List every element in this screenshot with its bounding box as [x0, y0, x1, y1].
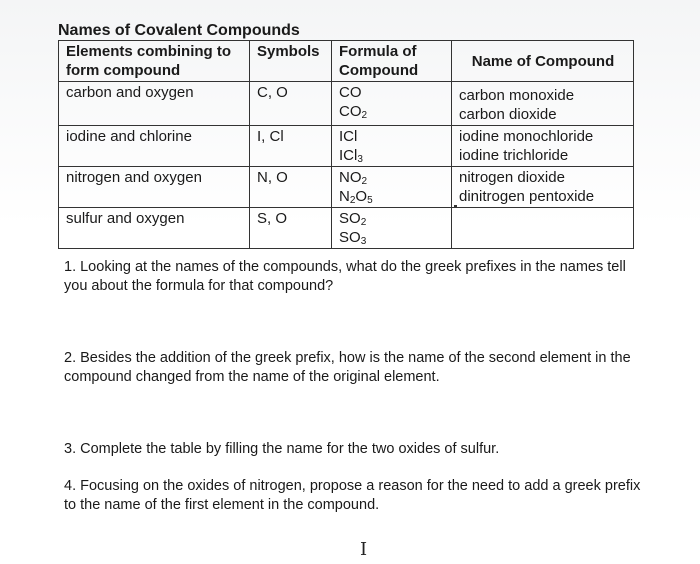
cell-formulas — [332, 167, 452, 208]
cell-names-blank[interactable] — [452, 208, 634, 249]
formula-line: ICl$_3$ — [339, 147, 363, 165]
stray-mark — [454, 205, 457, 208]
header-formula-line2: Compound — [339, 62, 419, 79]
covalent-compounds-table — [58, 40, 634, 249]
cell-names[interactable] — [452, 82, 634, 126]
formula-line: $NO_2$ — [339, 169, 368, 187]
header-elements — [59, 41, 250, 82]
header-formula-line1: Formula of — [339, 43, 417, 60]
table-row — [59, 167, 634, 208]
cell-formulas — [332, 82, 452, 126]
compound-name: iodine trichloride — [459, 147, 569, 164]
cell-elements: nitrogen and oxygen — [59, 167, 250, 208]
cell-symbols: S, O — [250, 208, 332, 249]
table-row — [59, 208, 634, 249]
cell-formulas — [332, 208, 452, 249]
compound-name: carbon dioxide — [459, 106, 557, 123]
header-name: Name of Compound — [452, 41, 634, 82]
question-2: 2. Besides the addition of the greek prefix, how is the name of the second element in the compound changed from the name of the original element. — [64, 350, 631, 385]
header-elements-line1: Elements combining to — [66, 43, 232, 60]
question-3: 3. Complete the table by filling the name for the two oxides of sulfur. — [64, 441, 500, 457]
cell-names[interactable] — [452, 167, 634, 208]
cell-symbols: N, O — [250, 167, 332, 208]
cell-symbols: I, Cl — [250, 126, 332, 167]
header-symbols: Symbols — [250, 41, 332, 82]
cell-symbols: C, O — [250, 82, 332, 126]
formula-line: $SO_3$ — [339, 229, 367, 247]
question-1: 1. Looking at the names of the compounds, what do the greek prefixes in the names tell you about the formula for that compound? — [64, 259, 626, 294]
compound-name: iodine monochloride — [459, 128, 594, 145]
compound-name: dinitrogen pentoxide — [459, 188, 595, 205]
cell-elements: carbon and oxygen — [59, 82, 250, 126]
cell-elements: sulfur and oxygen — [59, 208, 250, 249]
formula-line: $N_2O_5$ — [339, 188, 373, 206]
formula-line: $SO_2$ — [339, 210, 367, 228]
formula-line: CO — [339, 84, 362, 101]
compound-name: carbon monoxide — [459, 87, 575, 104]
header-elements-line2: form compound — [66, 62, 181, 79]
text-cursor-icon: I — [360, 539, 368, 560]
formula-line: $CO_2$ — [339, 103, 368, 121]
table-row — [59, 82, 634, 126]
question-4: 4. Focusing on the oxides of nitrogen, propose a reason for the need to add a greek prefix to the name of the first element in the compound. — [64, 478, 641, 513]
header-formula — [332, 41, 452, 82]
worksheet-title: Names of Covalent Compounds — [58, 22, 300, 39]
compound-name: nitrogen dioxide — [459, 169, 565, 186]
table-row — [59, 126, 634, 167]
cell-formulas — [332, 126, 452, 167]
cell-names[interactable] — [452, 126, 634, 167]
cell-elements: iodine and chlorine — [59, 126, 250, 167]
table-header-row — [59, 41, 634, 82]
formula-line: ICl — [339, 128, 358, 145]
